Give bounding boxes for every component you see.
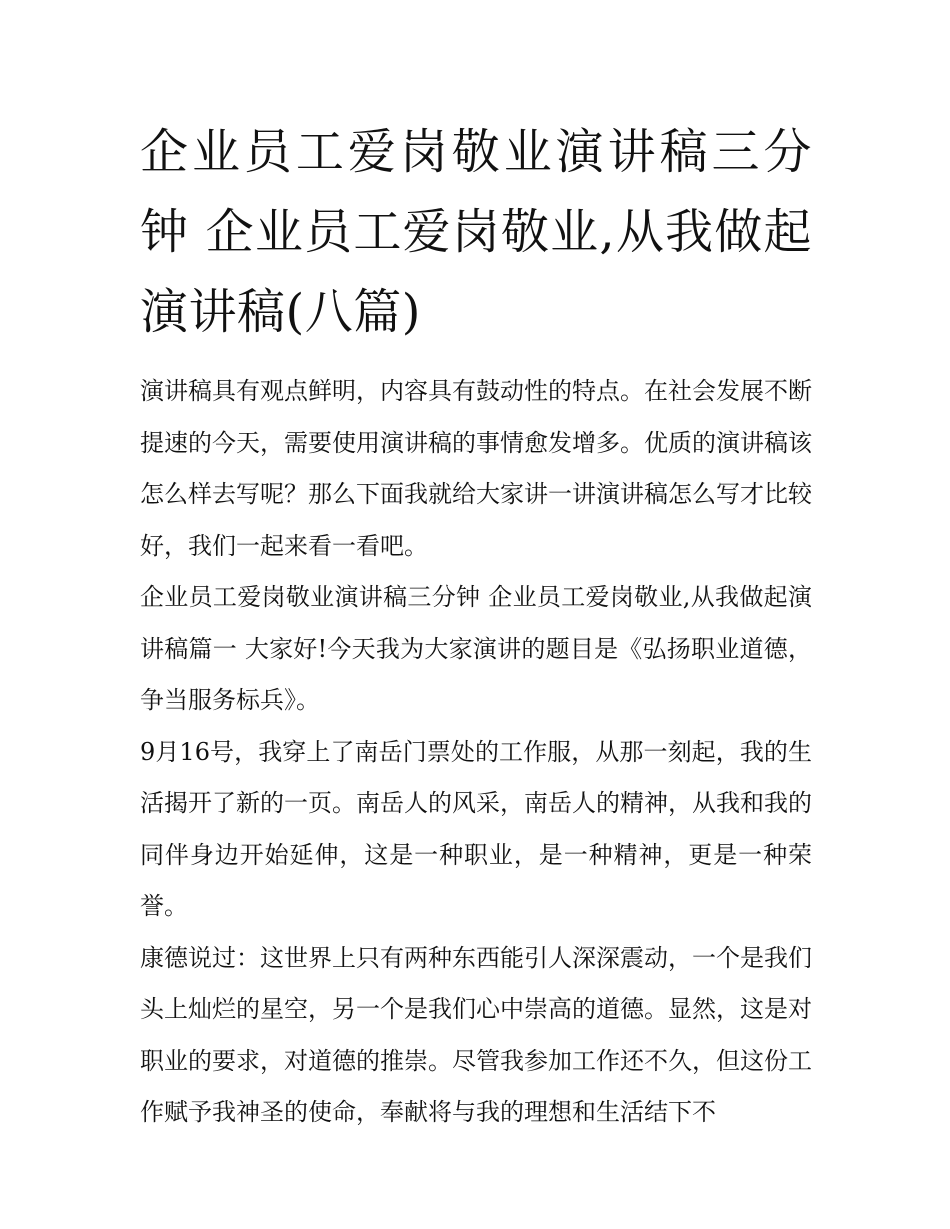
speech-heading-paragraph: 企业员工爱岗敬业演讲稿三分钟 企业员工爱岗敬业,从我做起演讲稿篇一 大家好!今天我为大家演讲的题目是《弘扬职业道德，争当服务标兵》。 (140, 583, 812, 714)
document-page (140, 112, 812, 1139)
body-paragraph: 康德说过：这世界上只有两种东西能引人深深震动，一个是我们头上灿烂的星空，另一个是我们心中崇高的道德。显然，这是对职业的要求，对道德的推崇。尽管我参加工作还不久，但这份工作赋予我神圣的使命，奉献将与我的理想和生活结下不 (140, 943, 812, 1126)
body-paragraph: 9月16号，我穿上了南岳门票处的工作服，从那一刻起，我的生活揭开了新的一页。南岳人的风采，南岳人的精神，从我和我的同伴身边开始延伸，这是一种职业，是一种精神，更是一种荣誉。 (140, 737, 812, 920)
document-title: 企业员工爱岗敬业演讲稿三分钟 企业员工爱岗敬业,从我做起演讲稿(八篇) (140, 124, 812, 340)
intro-paragraph: 演讲稿具有观点鲜明，内容具有鼓动性的特点。在社会发展不断提速的今天，需要使用演讲稿的事情愈发增多。优质的演讲稿该怎么样去写呢？那么下面我就给大家讲一讲演讲稿怎么写才比较好，我们一起来看一看吧。 (140, 377, 812, 560)
